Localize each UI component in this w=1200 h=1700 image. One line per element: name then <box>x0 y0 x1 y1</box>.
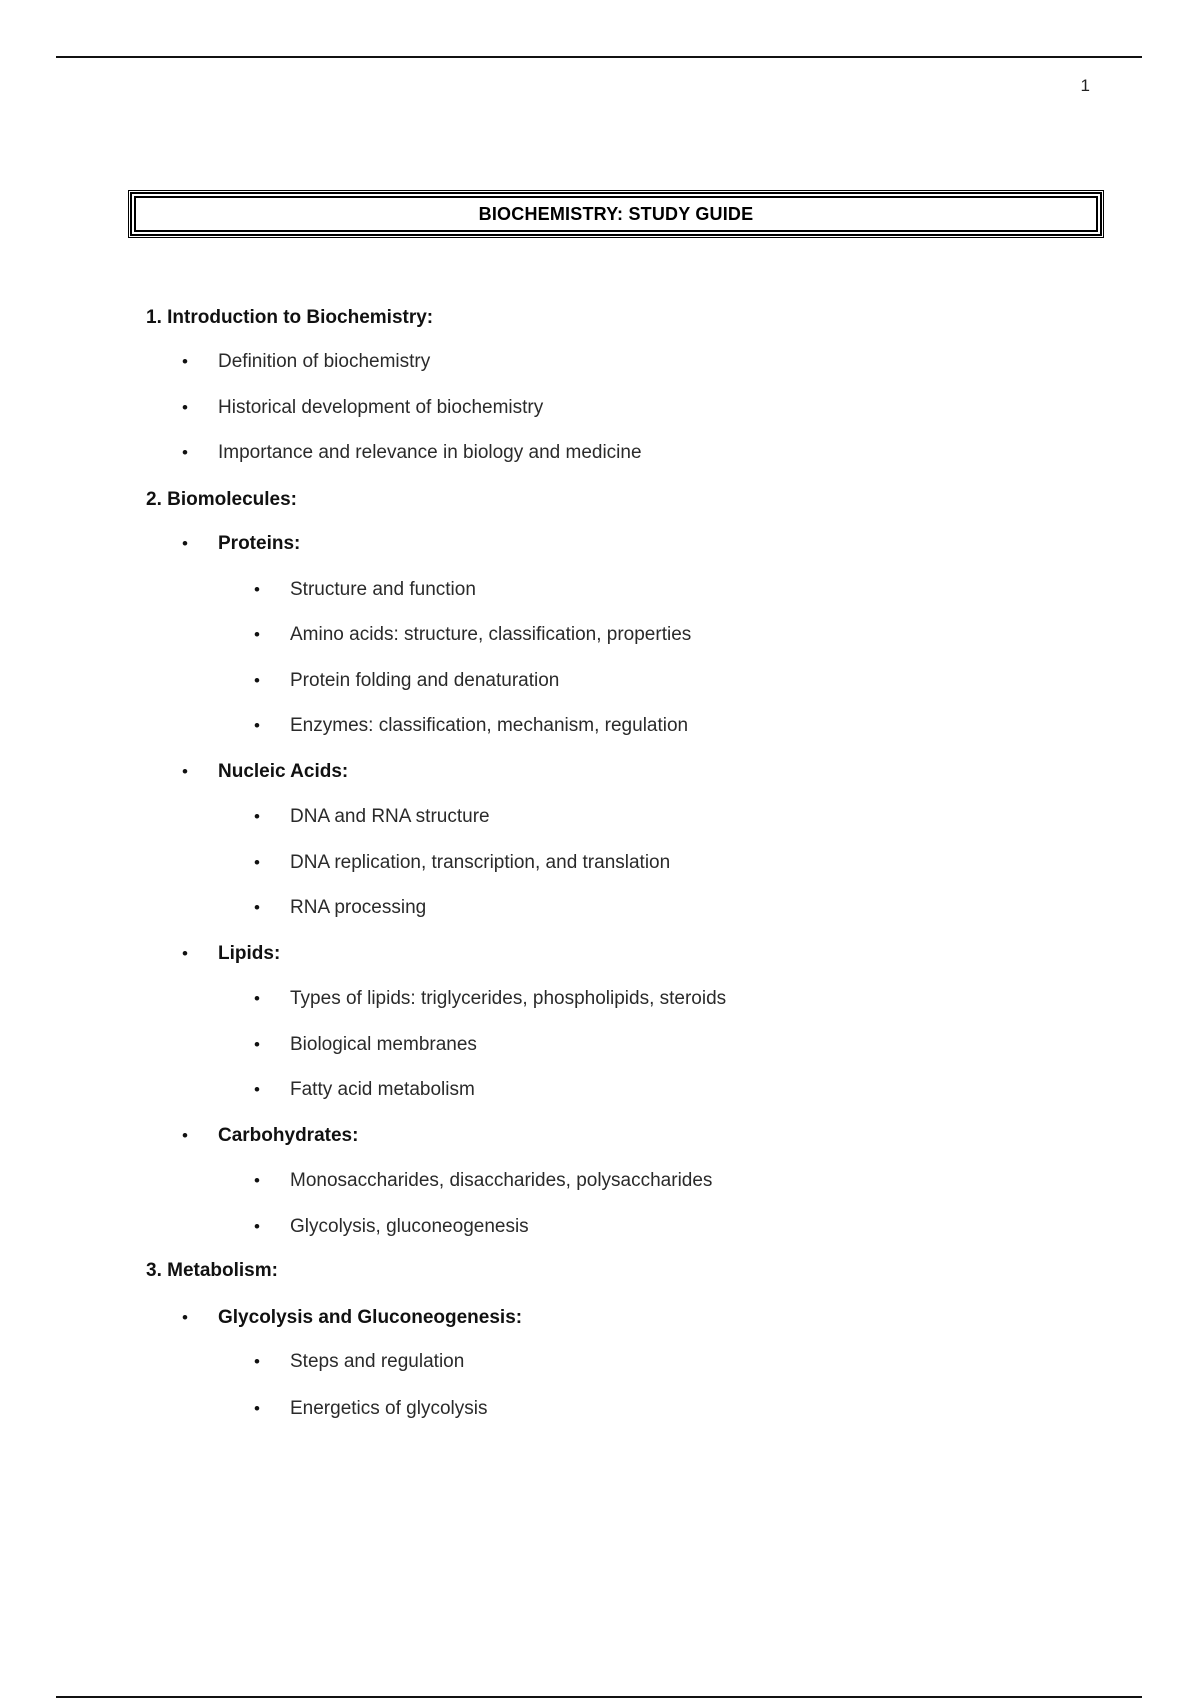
subsection-label: Glycolysis and Gluconeogenesis: <box>218 1307 523 1328</box>
bullet-icon: • <box>254 853 260 872</box>
subsection-label: Carbohydrates: <box>218 1125 359 1146</box>
list-item-text: Definition of biochemistry <box>218 351 431 372</box>
page-number: 1 <box>1080 76 1090 95</box>
section-heading-biomolecules: 2. Biomolecules: <box>146 489 297 510</box>
bullet-icon: • <box>182 534 188 553</box>
bullet-icon: • <box>254 580 260 599</box>
bullet-icon: • <box>254 1080 260 1099</box>
footer-rule <box>56 1696 1142 1698</box>
subsection-label: Lipids: <box>218 943 281 964</box>
bullet-icon: • <box>182 398 188 417</box>
bullet-icon: • <box>182 944 188 963</box>
bullet-icon: • <box>254 625 260 644</box>
list-item-text: RNA processing <box>290 897 427 918</box>
bullet-icon: • <box>254 1352 260 1371</box>
list-item-text: Steps and regulation <box>290 1351 465 1372</box>
header-rule <box>56 56 1142 58</box>
bullet-icon: • <box>254 807 260 826</box>
list-item-text: Monosaccharides, disaccharides, polysaccharides <box>290 1170 713 1191</box>
bullet-icon: • <box>182 1126 188 1145</box>
list-item-text: Historical development of biochemistry <box>218 397 544 418</box>
list-item-text: DNA replication, transcription, and translation <box>290 852 671 873</box>
bullet-icon: • <box>254 1171 260 1190</box>
list-item-text: Protein folding and denaturation <box>290 670 560 691</box>
subsection-label: Proteins: <box>218 533 301 554</box>
list-item-text: Glycolysis, gluconeogenesis <box>290 1216 529 1237</box>
bullet-icon: • <box>182 762 188 781</box>
title-box <box>130 192 1102 236</box>
list-item-text: Structure and function <box>290 579 476 600</box>
list-item-text: Amino acids: structure, classification, properties <box>290 624 692 645</box>
list-item-text: Energetics of glycolysis <box>290 1398 488 1419</box>
bullet-icon: • <box>182 443 188 462</box>
section-heading-metabolism: 3. Metabolism: <box>146 1260 278 1281</box>
list-item-text: Biological membranes <box>290 1034 477 1055</box>
bullet-icon: • <box>254 1399 260 1418</box>
bullet-icon: • <box>182 1308 188 1327</box>
section-heading-intro: 1. Introduction to Biochemistry: <box>146 307 434 328</box>
list-item-text: Types of lipids: triglycerides, phospholipids, steroids <box>290 988 727 1009</box>
list-item-text: Fatty acid metabolism <box>290 1079 475 1100</box>
list-item-text: Importance and relevance in biology and medicine <box>218 442 642 463</box>
list-item-text: Enzymes: classification, mechanism, regulation <box>290 715 689 736</box>
bullet-icon: • <box>254 1035 260 1054</box>
document-title: BIOCHEMISTRY: STUDY GUIDE <box>478 203 754 224</box>
list-item-text: DNA and RNA structure <box>290 806 490 827</box>
bullet-icon: • <box>254 671 260 690</box>
bullet-icon: • <box>254 716 260 735</box>
subsection-label: Nucleic Acids: <box>218 761 349 782</box>
bullet-icon: • <box>182 352 188 371</box>
bullet-icon: • <box>254 898 260 917</box>
bullet-icon: • <box>254 989 260 1008</box>
bullet-icon: • <box>254 1217 260 1236</box>
